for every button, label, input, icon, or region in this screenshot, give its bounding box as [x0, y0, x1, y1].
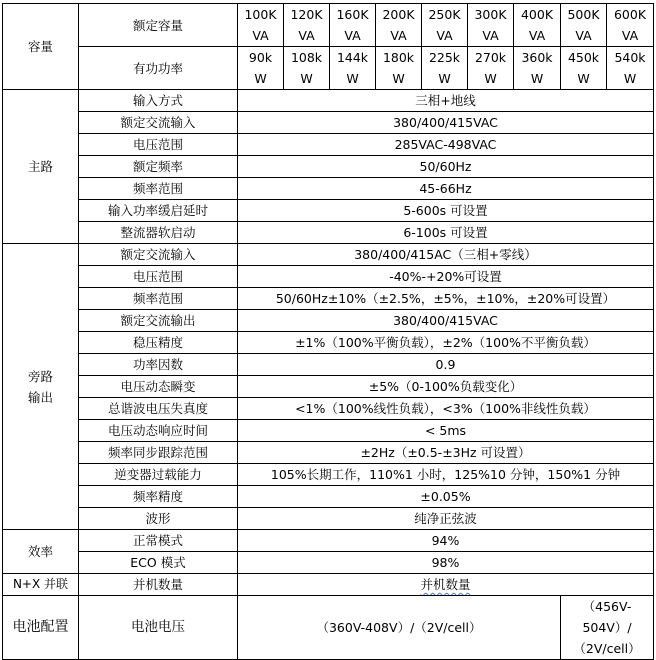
spec-label: 频率范围 — [79, 178, 238, 200]
spec-row — [3, 266, 654, 288]
rated-capacity-cell: 160K VA — [330, 4, 376, 47]
spec-label: 额定交流输入 — [79, 112, 238, 134]
main-circuit-category: 主路 — [3, 90, 79, 244]
spec-label: 频率同步跟踪范围 — [79, 442, 238, 464]
capacity-power-row — [3, 47, 654, 90]
spec-value: 285VAC-498VAC — [238, 134, 654, 156]
spec-row — [3, 398, 654, 420]
spec-value: -40%-+20%可设置 — [238, 266, 654, 288]
active-power-cell: 540k W — [607, 47, 654, 90]
spec-value: 0.9 — [238, 354, 654, 376]
spec-label: 电压范围 — [79, 266, 238, 288]
battery-voltage-label: 电池电压 — [79, 596, 238, 660]
active-power-cell: 270k W — [468, 47, 514, 90]
spec-label: 功率因数 — [79, 354, 238, 376]
spec-label: 波形 — [79, 508, 238, 530]
spec-value: 380/400/415AC（三相+零线） — [238, 244, 654, 266]
spec-value: 380/400/415VAC — [238, 112, 654, 134]
spec-value: ±0.05% — [238, 486, 654, 508]
spec-label: 额定交流输出 — [79, 310, 238, 332]
spec-row — [3, 178, 654, 200]
spec-value: ±5%（0-100%负载变化） — [238, 376, 654, 398]
spec-label: 频率范围 — [79, 288, 238, 310]
rated-capacity-label: 额定容量 — [79, 4, 238, 47]
rated-capacity-cell: 300K VA — [468, 4, 514, 47]
spec-value: 380/400/415VAC — [238, 310, 654, 332]
spec-label: 正常模式 — [79, 530, 238, 552]
spec-value: 98% — [238, 552, 654, 574]
spec-label: 总谐波电压失真度 — [79, 398, 238, 420]
spec-row — [3, 508, 654, 530]
spec-label: 整流器软启动 — [79, 222, 238, 244]
spec-label: 电压动态响应时间 — [79, 420, 238, 442]
efficiency-category: 效率 — [3, 530, 79, 574]
spec-value: 50/60Hz±10%（±2.5%，±5%，±10%，±20%可设置） — [238, 288, 654, 310]
battery-category: 电池配置 — [3, 596, 79, 660]
spec-value: < 5ms — [238, 420, 654, 442]
spec-row — [3, 464, 654, 486]
battery-row — [3, 596, 654, 660]
spec-value: 5-600s 可设置 — [238, 200, 654, 222]
spec-row — [3, 376, 654, 398]
spec-value — [238, 574, 654, 596]
spec-row — [3, 90, 654, 112]
spec-value: 105%长期工作，110%1 小时，125%10 分钟，150%1 分钟 — [238, 464, 654, 486]
active-power-cell: 90k W — [238, 47, 284, 90]
active-power-cell: 180k W — [376, 47, 422, 90]
battery-voltage-value-b: （456V- 504V）/ （2V/cell） — [561, 596, 654, 660]
spec-label: 电压动态瞬变 — [79, 376, 238, 398]
rated-capacity-cell: 400K VA — [514, 4, 561, 47]
rated-capacity-cell: 200K VA — [376, 4, 422, 47]
spec-row — [3, 486, 654, 508]
spec-row — [3, 134, 654, 156]
bypass-output-category: 旁路 输出 — [3, 244, 79, 530]
spec-row — [3, 310, 654, 332]
spec-row — [3, 574, 654, 596]
spec-row — [3, 420, 654, 442]
spec-row — [3, 354, 654, 376]
battery-voltage-value-a: （360V-408V）/（2V/cell） — [238, 596, 561, 660]
active-power-label: 有功功率 — [79, 47, 238, 90]
active-power-cell: 225k W — [422, 47, 468, 90]
active-power-cell: 450k W — [561, 47, 607, 90]
rated-capacity-cell: 500K VA — [561, 4, 607, 47]
spec-label: 逆变器过载能力 — [79, 464, 238, 486]
spec-label: 稳压精度 — [79, 332, 238, 354]
spec-row — [3, 112, 654, 134]
spec-row — [3, 288, 654, 310]
spec-row — [3, 332, 654, 354]
rated-capacity-cell: 250K VA — [422, 4, 468, 47]
spec-label: 电压范围 — [79, 134, 238, 156]
ups-spec-table — [2, 3, 654, 660]
spec-value: 6-100s 可设置 — [238, 222, 654, 244]
capacity-rated-row — [3, 4, 654, 47]
spec-label: 输入功率缓启延时 — [79, 200, 238, 222]
spec-value: ±1%（100%平衡负载），±2%（100%不平衡负载） — [238, 332, 654, 354]
spec-value: 50/60Hz — [238, 156, 654, 178]
spec-value: ±2Hz（±0.5-±3Hz 可设置） — [238, 442, 654, 464]
rated-capacity-cell: 100K VA — [238, 4, 284, 47]
spec-label: 频率精度 — [79, 486, 238, 508]
spec-label: 并机数量 — [79, 574, 238, 596]
spec-label: 输入方式 — [79, 90, 238, 112]
spec-value: 94% — [238, 530, 654, 552]
rated-capacity-cell: 120K VA — [284, 4, 330, 47]
rated-capacity-cell: 600K VA — [607, 4, 654, 47]
active-power-cell: 144k W — [330, 47, 376, 90]
spec-row — [3, 530, 654, 552]
spec-label: ECO 模式 — [79, 552, 238, 574]
spec-label: 额定频率 — [79, 156, 238, 178]
capacity-category: 容量 — [3, 4, 79, 90]
spec-row — [3, 200, 654, 222]
spec-row — [3, 156, 654, 178]
active-power-cell: 360k W — [514, 47, 561, 90]
spec-row — [3, 552, 654, 574]
spec-label: 额定交流输入 — [79, 244, 238, 266]
spec-row — [3, 442, 654, 464]
parallel-category: N+X 并联 — [3, 574, 79, 596]
spec-row — [3, 222, 654, 244]
active-power-cell: 108k W — [284, 47, 330, 90]
spec-value: 三相+地线 — [238, 90, 654, 112]
spec-value: 纯净正弦波 — [238, 508, 654, 530]
spec-row — [3, 244, 654, 266]
spellcheck-underlined-text: 并机数量 — [420, 577, 471, 592]
spec-value: 45-66Hz — [238, 178, 654, 200]
spec-value: <1%（100%线性负载），<3%（100%非线性负载） — [238, 398, 654, 420]
